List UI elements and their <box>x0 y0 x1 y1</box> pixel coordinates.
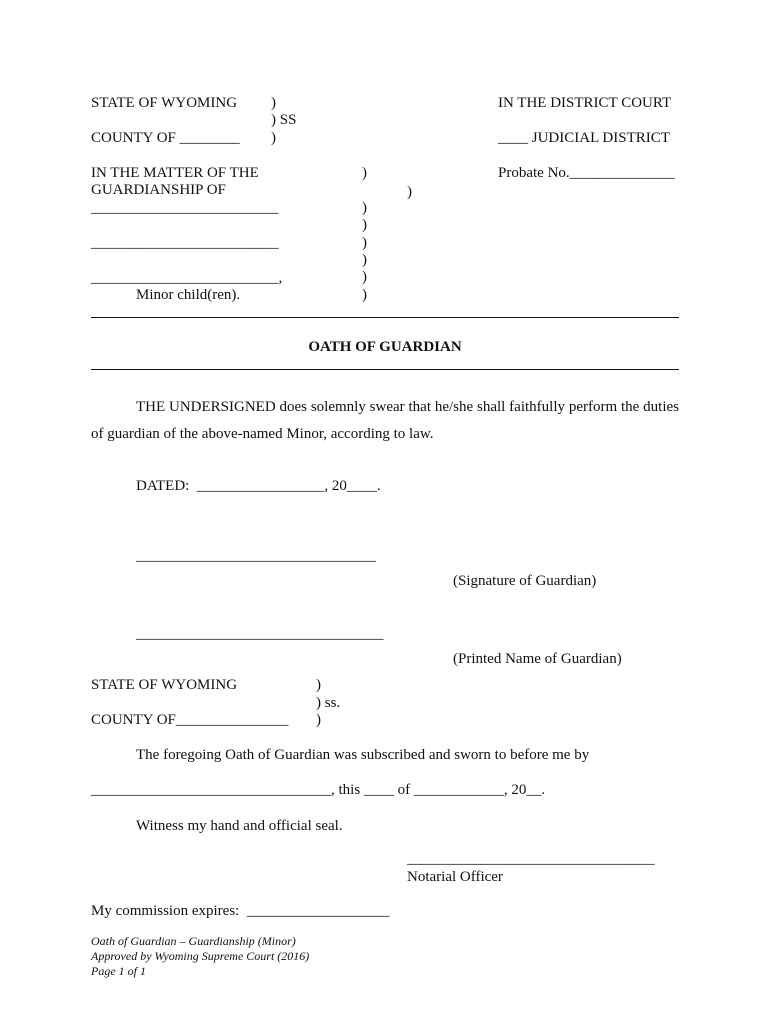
matter-paren: ) <box>362 200 367 216</box>
footer-line-2: Approved by Wyoming Supreme Court (2016) <box>91 949 310 963</box>
caption-county: COUNTY OF ________ <box>91 130 240 146</box>
judicial-district: ____ JUDICIAL DISTRICT <box>498 130 670 146</box>
dated-line: DATED: _________________, 20____. <box>136 478 381 494</box>
matter-paren: ) <box>362 217 367 233</box>
footer-page-number: Page 1 of 1 <box>91 964 146 978</box>
minor-children-label: Minor child(ren). <box>136 287 241 303</box>
matter-paren: ) <box>362 252 367 268</box>
subscribed-text: The foregoing Oath of Guardian was subscribed and sworn to before me by <box>136 747 590 763</box>
title-bottom-rule <box>91 369 679 370</box>
matter-paren: ) <box>362 165 367 181</box>
notarial-officer-line: _________________________________ <box>407 851 655 867</box>
caption-ss: ) SS <box>271 112 297 128</box>
matter-line-1: IN THE MATTER OF THE <box>91 165 259 181</box>
printed-name-line: _________________________________ <box>136 626 384 642</box>
minor-name-blank: _________________________, <box>91 270 283 286</box>
sworn-date-line: ________________________________, this ____ of ____________, 20__. <box>91 782 546 798</box>
minor-name-blank: _________________________ <box>91 200 279 216</box>
notarial-officer-label: Notarial Officer <box>407 869 503 885</box>
notary-county: COUNTY OF_______________ <box>91 712 289 728</box>
matter-paren: ) <box>362 269 367 285</box>
signature-label: (Signature of Guardian) <box>453 573 597 589</box>
caption-paren: ) <box>271 130 276 146</box>
matter-paren: ) <box>362 235 367 251</box>
caption-state: STATE OF WYOMING <box>91 95 238 111</box>
printed-name-label: (Printed Name of Guardian) <box>453 651 622 667</box>
notary-paren: ) <box>316 677 321 693</box>
signature-line: ________________________________ <box>136 548 376 564</box>
witness-text: Witness my hand and official seal. <box>136 818 343 834</box>
minor-name-blank: _________________________ <box>91 235 279 251</box>
commission-expires: My commission expires: ___________________ <box>91 903 390 919</box>
matter-paren: ) <box>362 287 367 303</box>
footer-line-1: Oath of Guardian – Guardianship (Minor) <box>91 934 296 948</box>
matter-line-2: GUARDIANSHIP OF <box>91 182 226 198</box>
title-top-rule <box>91 317 679 318</box>
court-name: IN THE DISTRICT COURT <box>498 95 672 111</box>
notary-paren: ) <box>316 712 321 728</box>
notary-state: STATE OF WYOMING <box>91 677 238 693</box>
document-title: OATH OF GUARDIAN <box>308 339 462 355</box>
matter-paren: ) <box>407 184 412 200</box>
probate-number: Probate No.______________ <box>498 165 675 181</box>
caption-paren: ) <box>271 95 276 111</box>
oath-paragraph: THE UNDERSIGNED does solemnly swear that he/she shall faithfully perform the duties of guardian of the above-named Minor, according to law. <box>91 399 679 442</box>
notary-ss: ) ss. <box>316 695 341 711</box>
